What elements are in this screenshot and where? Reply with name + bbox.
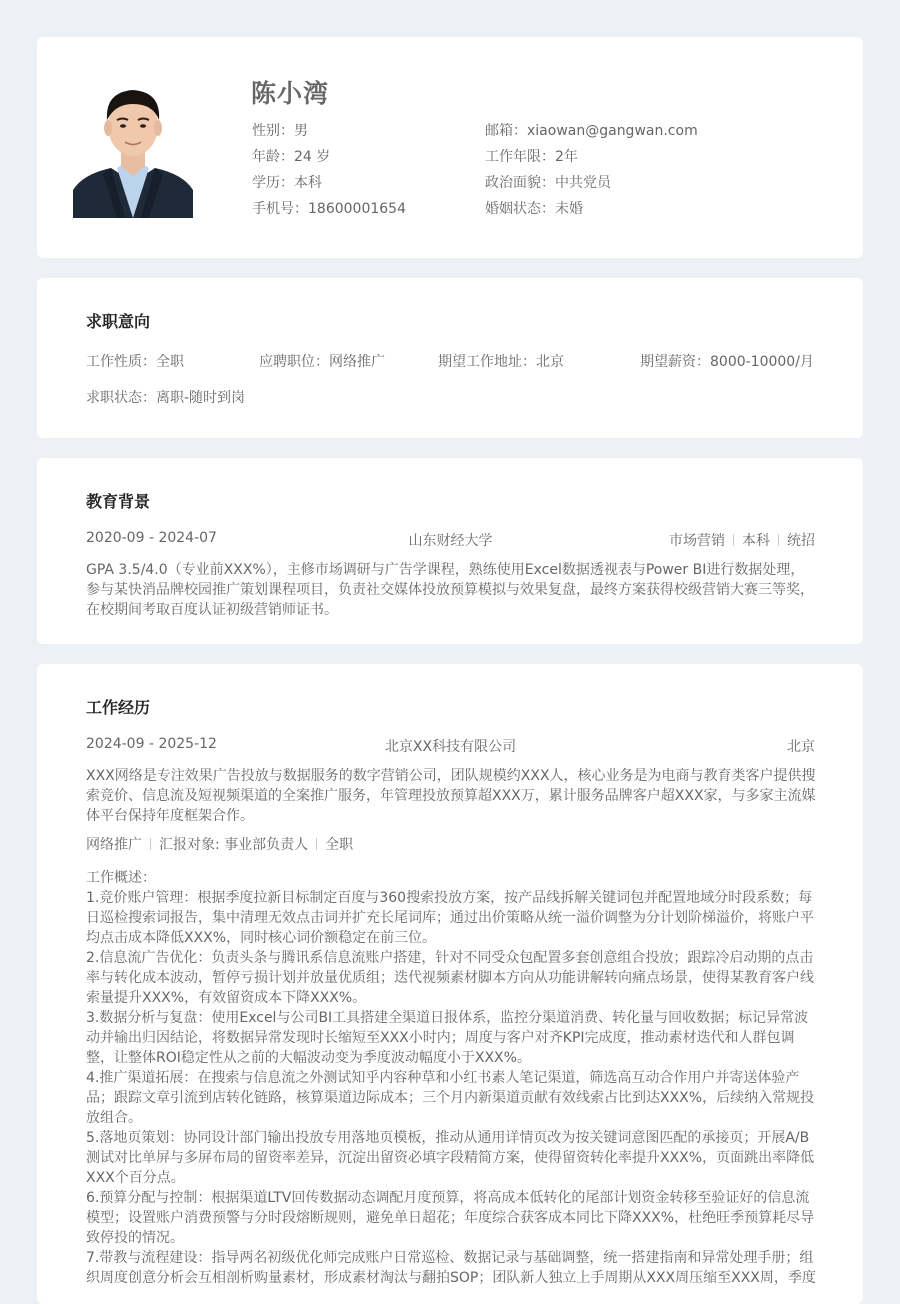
basic-info-left [252, 118, 406, 222]
info-phone: 手机号：18600001654 [252, 201, 406, 217]
intent-job-type: 工作性质：全职 [86, 354, 184, 370]
candidate-name: 陈小湾 [251, 79, 330, 108]
tag-report-to: 汇报对象: 事业部负责人 [159, 837, 309, 853]
education-period: 2020-09 - 2024-07 [86, 530, 217, 546]
info-education: 学历：本科 [252, 175, 322, 191]
section-title: 工作经历 [86, 698, 151, 717]
tag-type: 全职 [325, 837, 354, 853]
company-description: XXX网络是专注效果广告投放与数据服务的数字营销公司，团队规模约XXX人，核心业务是为电商与教育类客户提供搜索竞价、信息流及短视频渠道的全案推广服务，年管理投放预算超XXX万，累计服务品牌客户超XXX家，与多家主流媒体平台保持年度框架合作。 [86, 768, 816, 824]
tag-role: 网络推广 [86, 837, 142, 853]
section-title: 教育背景 [86, 492, 151, 511]
overview-label: 工作概述： [86, 870, 156, 886]
intent-status: 求职状态：离职-随时到岗 [86, 390, 246, 406]
duty-item: 2.信息流广告优化：负责头条与腾讯系信息流账户搭建，针对不同受众包配置多套创意组合投放；跟踪冷启动期的点击率与转化成本波动，暂停亏损计划并放量优质组；迭代视频素材脚本方向从功能讲解转向痛点场景，使得某教育客户线索量提升XXX%，有效留资成本下降XXX%。 [86, 950, 814, 1006]
section-title: 求职意向 [86, 312, 151, 331]
work-company: 北京XX科技有限公司 [384, 739, 517, 755]
basic-info-right [485, 118, 698, 222]
duty-item: 1.竞价账户管理：根据季度拉新目标制定百度与360搜索投放方案，按产品线拆解关键词包并配置地域分时段系数；每日巡检搜索词报告，集中清理无效点击词并扩充长尾词库；通过出价策略从统一溢价调整为分计划阶梯溢价，将账户平均点击成本降低XXX%，同时核心词价额稳定在前三位。 [86, 890, 814, 946]
duty-item: 7.带教与流程建设：指导两名初级优化师完成账户日常巡检、数据记录与基础调整，统一搭建指南和异常处理手册；组织周度创意分析会互相剖析购量素材，形成素材淘汰与翻拍SOP；团队新人独立上手周期从XXX周压缩至XXX周，季度 [86, 1250, 816, 1286]
work-header-row [86, 736, 815, 756]
education-school: 山东财经大学 [408, 533, 493, 549]
work-city: 北京 [787, 739, 815, 755]
info-age: 年龄：24 岁 [252, 149, 331, 165]
duty-item: 3.数据分析与复盘：使用Excel与公司BI工具搭建全渠道日报体系，监控分渠道消费、转化量与回收数据；标记异常波动并输出归因结论，将数据异常发现时长缩短至XXX小时内；周度与客户对齐KPI完成度，推动素材迭代和人群包调整，让整体ROI稳定性从之前的大幅波动变为季度波动幅度小于XXX%。 [86, 1010, 809, 1066]
info-work-years: 工作年限：2年 [485, 149, 578, 165]
work-overview [86, 868, 817, 1288]
info-political: 政治面貌：中共党员 [485, 175, 611, 191]
education-card [37, 458, 863, 644]
info-marital: 婚姻状态：未婚 [485, 201, 583, 217]
duty-item: 4.推广渠道拓展：在搜索与信息流之外测试知乎内容种草和小红书素人笔记渠道，筛选高互动合作用户并寄送体验产品；跟踪文章引流到店转化链路，核算渠道边际成本；三个月内新渠道贡献有效线索占比到达XXX%，后续纳入常规投放组合。 [86, 1070, 815, 1126]
education-description: GPA 3.5/4.0（专业前XXX%），主修市场调研与广告学课程，熟练使用Excel数据透视表与Power BI进行数据处理，参与某快消品牌校园推广策划课程项目，负责社交媒体投放预算模拟与效果复盘，最终方案获得校级营销大赛三等奖，在校期间考取百度认证初级营销师证书。 [86, 562, 814, 618]
work-experience-card [37, 664, 863, 1304]
education-header-row [86, 530, 815, 550]
duty-item: 5.落地页策划：协同设计部门输出投放专用落地页模板，推动从通用详情页改为按关键词意图匹配的承接页；开展A/B测试对比单屏与多屏布局的留资率差异，沉淀出留资必填字段精简方案，使得留资转化率提升XXX%，页面跳出率降低XXX个百分点。 [86, 1130, 815, 1186]
intent-salary: 期望薪资：8000-10000/月 [640, 354, 814, 370]
info-gender: 性别：男 [252, 123, 308, 139]
intent-location: 期望工作地址：北京 [438, 354, 564, 370]
info-email: 邮箱：xiaowan@gangwan.com [485, 123, 698, 139]
avatar-photo [73, 82, 193, 218]
duty-item: 6.预算分配与控制：根据渠道LTV回传数据动态调配月度预算，将高成本低转化的尾部计划资金转移至验证好的信息流模型；设置账户消费预警与分时段熔断规则，避免单日超花；年度综合获客成本同比下降XXX%，杜绝旺季预算耗尽导致停投的情况。 [86, 1190, 815, 1246]
work-period: 2024-09 - 2025-12 [86, 736, 217, 752]
work-tags [86, 834, 353, 854]
education-meta: 市场营销 本科 统招 [669, 533, 815, 549]
profile-card [37, 37, 863, 258]
job-intent-card [37, 278, 863, 438]
intent-position: 应聘职位：网络推广 [259, 354, 385, 370]
